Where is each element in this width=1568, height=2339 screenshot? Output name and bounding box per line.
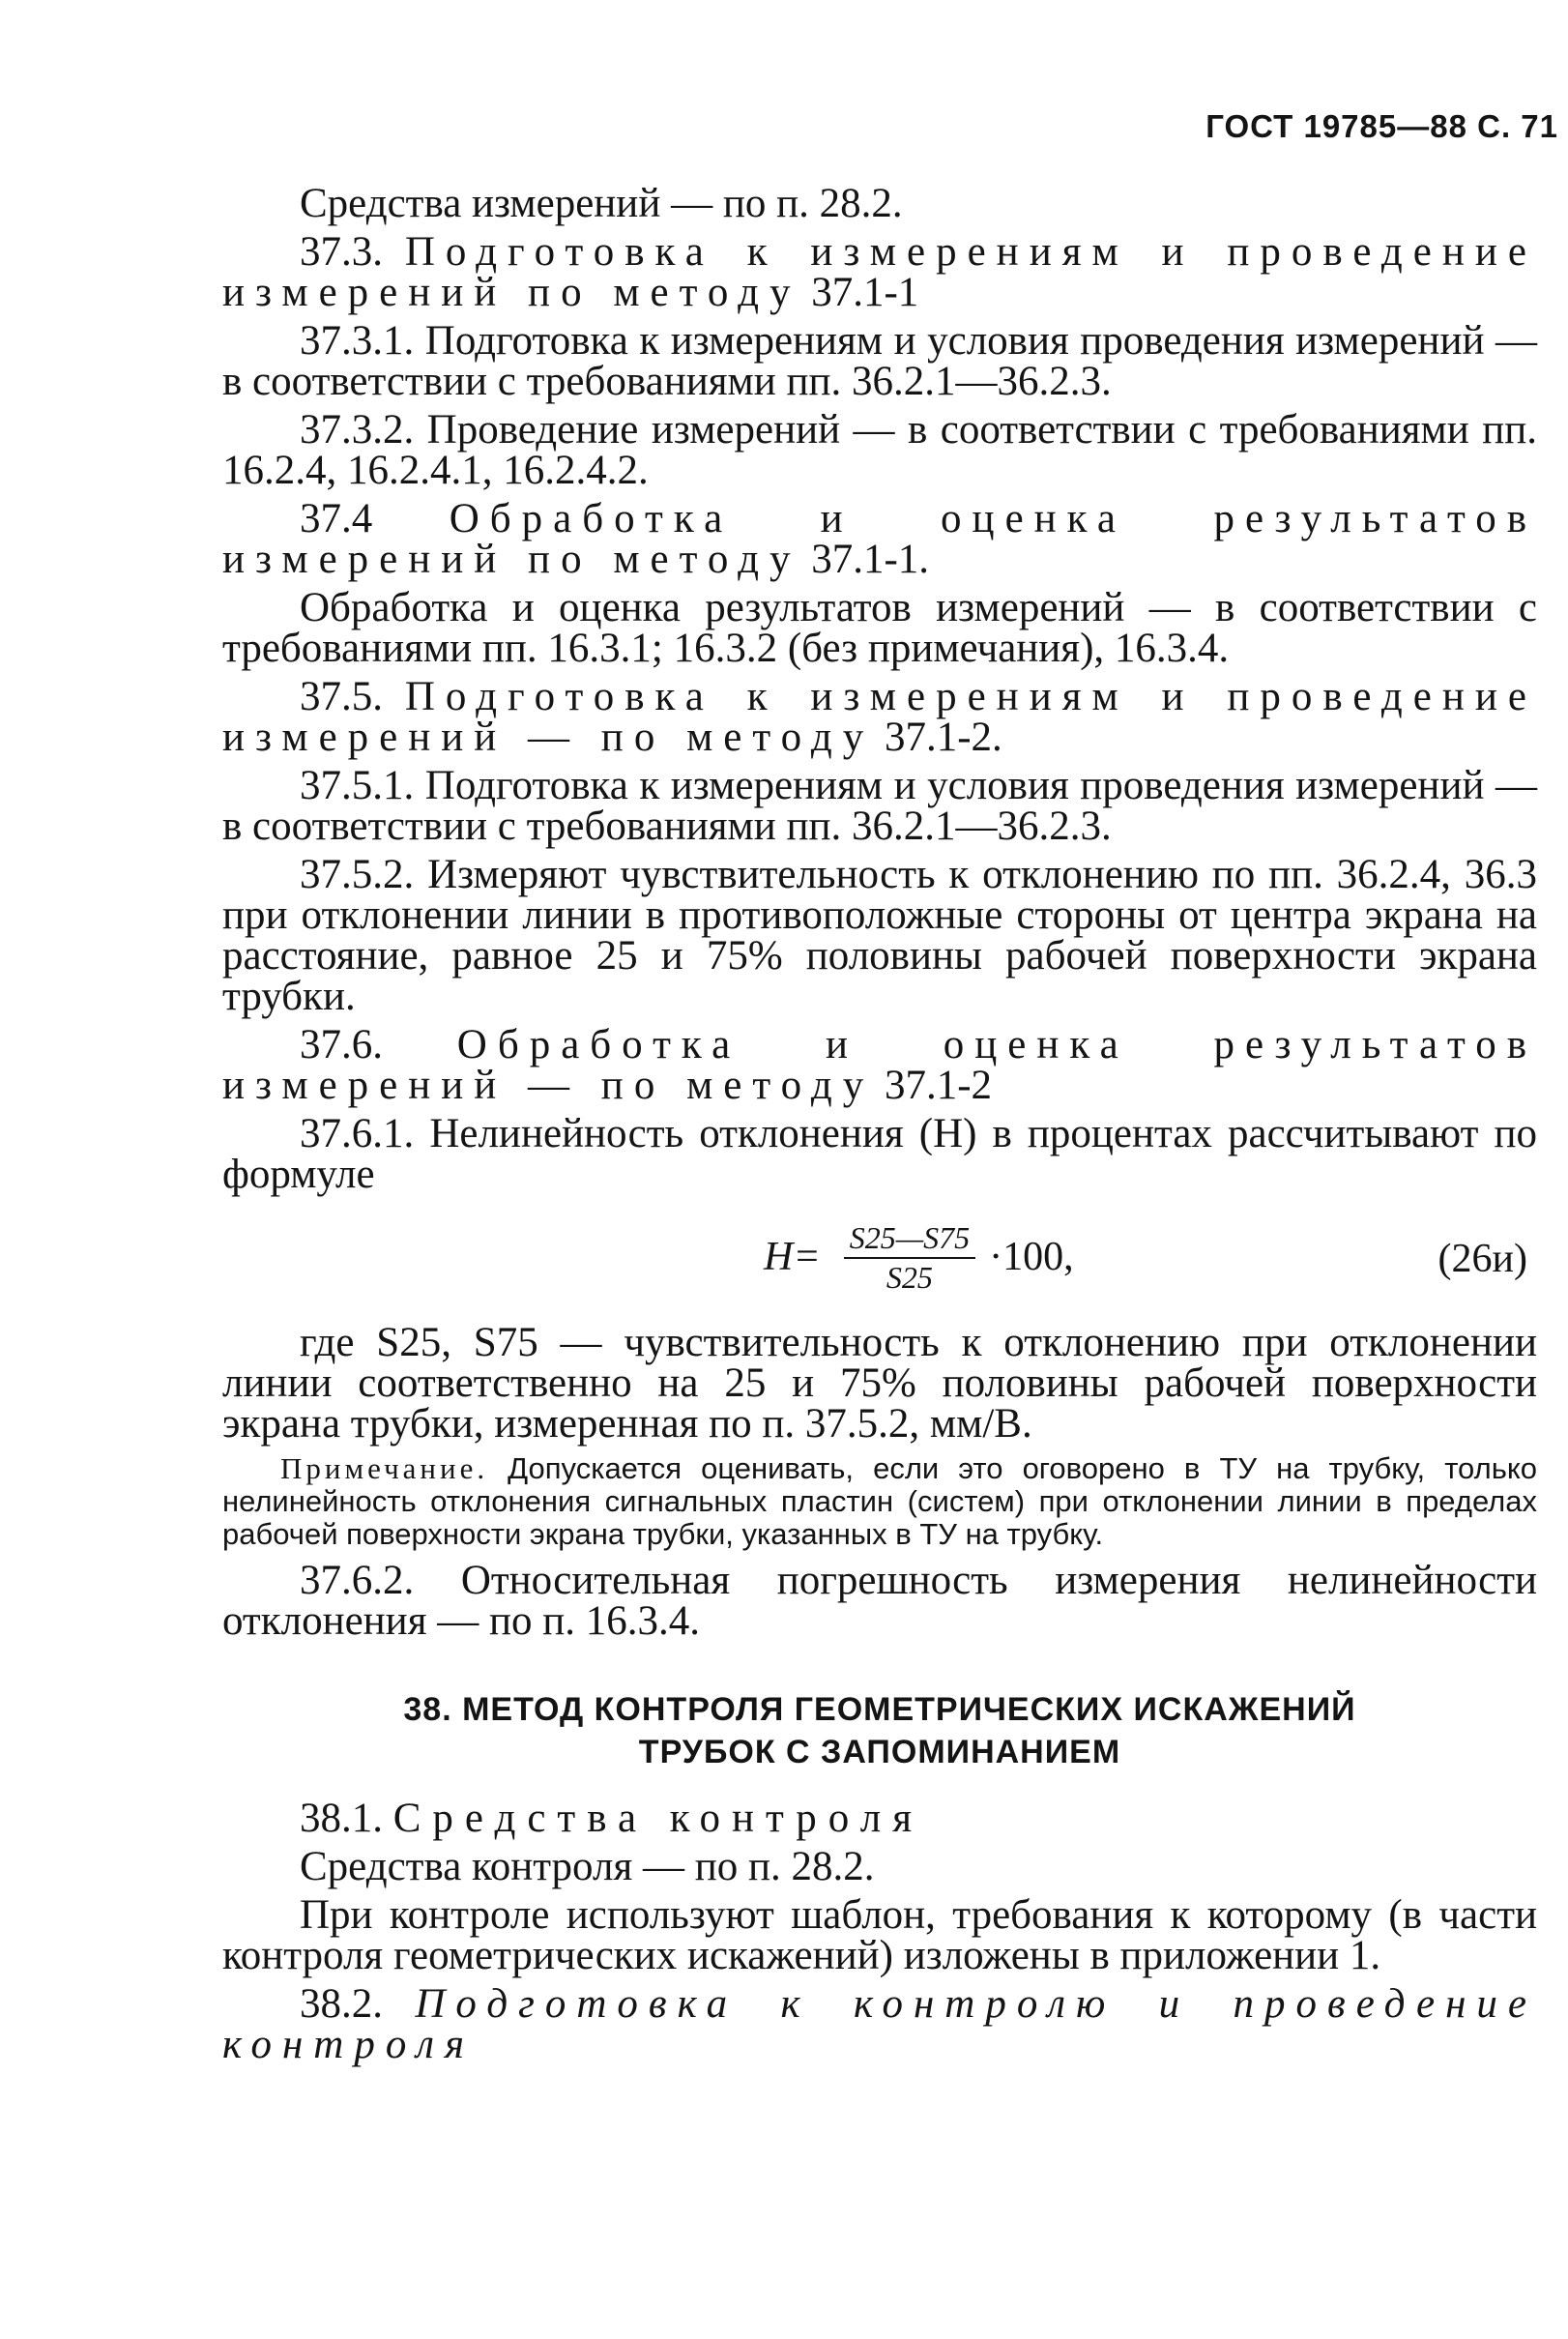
note [222, 1452, 1537, 1551]
section-number: 37.6. [300, 1022, 457, 1067]
fraction [844, 1218, 975, 1296]
section-number: 38.2. [300, 1981, 416, 2027]
paragraph: 37.3.2. Проведение измерений — в соответствии с требованиями пп. 16.2.4, 16.2.4.1, 16.2.4.2. [222, 407, 1537, 493]
section-title-line: 38. МЕТОД КОНТРОЛЯ ГЕОМЕТРИЧЕСКИХ ИСКАЖЕНИЙ [403, 1691, 1356, 1728]
section-number: 37.4 [300, 496, 450, 541]
subsection-heading [222, 1022, 1537, 1108]
subsection-heading [222, 496, 1537, 582]
spaced-heading: Подготовка к контролю и проведение контроля [222, 1981, 1537, 2067]
spaced-heading: Обработка и оценка результатов измерений по методу [222, 496, 1537, 582]
spaced-heading: Обработка и оценка результатов измерений — по методу [222, 1022, 1537, 1108]
method-ref: 37.1-2. [874, 715, 1002, 760]
paragraph: Средства контроля — по п. 28.2. [300, 1844, 875, 1889]
subsection-heading [222, 1981, 1537, 2067]
method-ref: 37.1-1. [800, 537, 930, 582]
formula-lhs: H= [764, 1235, 821, 1279]
paragraph: где S25, S75 — чувствительность к отклонению при отклонении линии соответственно на 25 и 75% половины рабочей поверхности экрана трубки, измеренная по п. 37.5.2, мм/В. [222, 1320, 1537, 1447]
paragraph: 37.6.2. Относительная погрешность измерения нелинейности отклонения — по п. 16.3.4. [222, 1558, 1537, 1644]
section-title-line: ТРУБОК С ЗАПОМИНАНИЕМ [638, 1734, 1121, 1770]
paragraph: 37.6.1. Нелинейность отклонения (H) в процентах рассчитывают по формуле [222, 1111, 1537, 1197]
paragraph: 37.5.2. Измеряют чувствительность к отклонению по пп. 36.2.4, 36.3 при отклонении линии в противоположные стороны от центра экрана на расстояние, равное 25 и 75% половины рабочей поверхности экрана трубки. [222, 852, 1537, 1019]
method-ref: 37.1-1 [800, 270, 919, 315]
equation-number: (26и) [1437, 1237, 1527, 1281]
fraction-numerator: S25—S75 [844, 1218, 975, 1259]
note-label: Примечание. [280, 1451, 489, 1485]
paragraph: 37.5.1. Подготовка к измерениям и условия проведения измерений — в соответствии с требованиями пп. 36.2.1—36.2.3. [222, 763, 1537, 849]
fraction-denominator: S25 [886, 1260, 933, 1295]
subsection-heading [222, 674, 1538, 760]
method-ref: 37.1-2 [874, 1063, 993, 1108]
formula [764, 1209, 1074, 1305]
subsection-heading [222, 1798, 1537, 1839]
section-title [222, 1688, 1537, 1773]
paragraph: При контроле используют шаблон, требования к которому (в части контроля геометрических искажений) изложены в приложении 1. [222, 1892, 1537, 1978]
paragraph: Обработка и оценка результатов измерений — в соответствии с требованиями пп. 16.3.1; 16.3.2 (без примечания), 16.3.4. [222, 585, 1537, 671]
spaced-heading: Средства контроля [392, 1796, 923, 1841]
section-number: 37.3. [300, 229, 405, 275]
section-number: 38.1. [300, 1796, 393, 1841]
paragraph: Средства измерений — по п. 28.2. [300, 181, 903, 226]
running-head: ГОСТ 19785—88 С. 71 [1205, 108, 1558, 144]
formula-block [222, 1209, 1537, 1313]
subsection-heading [222, 229, 1538, 315]
note-text: Допускается оценивать, если это оговорено в ТУ на трубку, только нелинейность отклонения сигнальных пластин (систем) при отклонении линии в пределах рабочей поверхности экрана трубки, указанных в ТУ на трубку. [222, 1451, 1537, 1551]
spaced-heading: Подготовка к измерениям и проведение измерений — по методу [222, 674, 1538, 760]
section-number: 37.5. [300, 674, 405, 719]
paragraph: 37.3.1. Подготовка к измерениям и условия проведения измерений — в соответствии с требованиями пп. 36.2.1—36.2.3. [222, 318, 1537, 404]
formula-multiplier: ·100, [989, 1235, 1074, 1279]
body-text [222, 181, 1538, 2073]
spaced-heading: Подготовка к измерениям и проведение измерений по методу [222, 229, 1538, 315]
